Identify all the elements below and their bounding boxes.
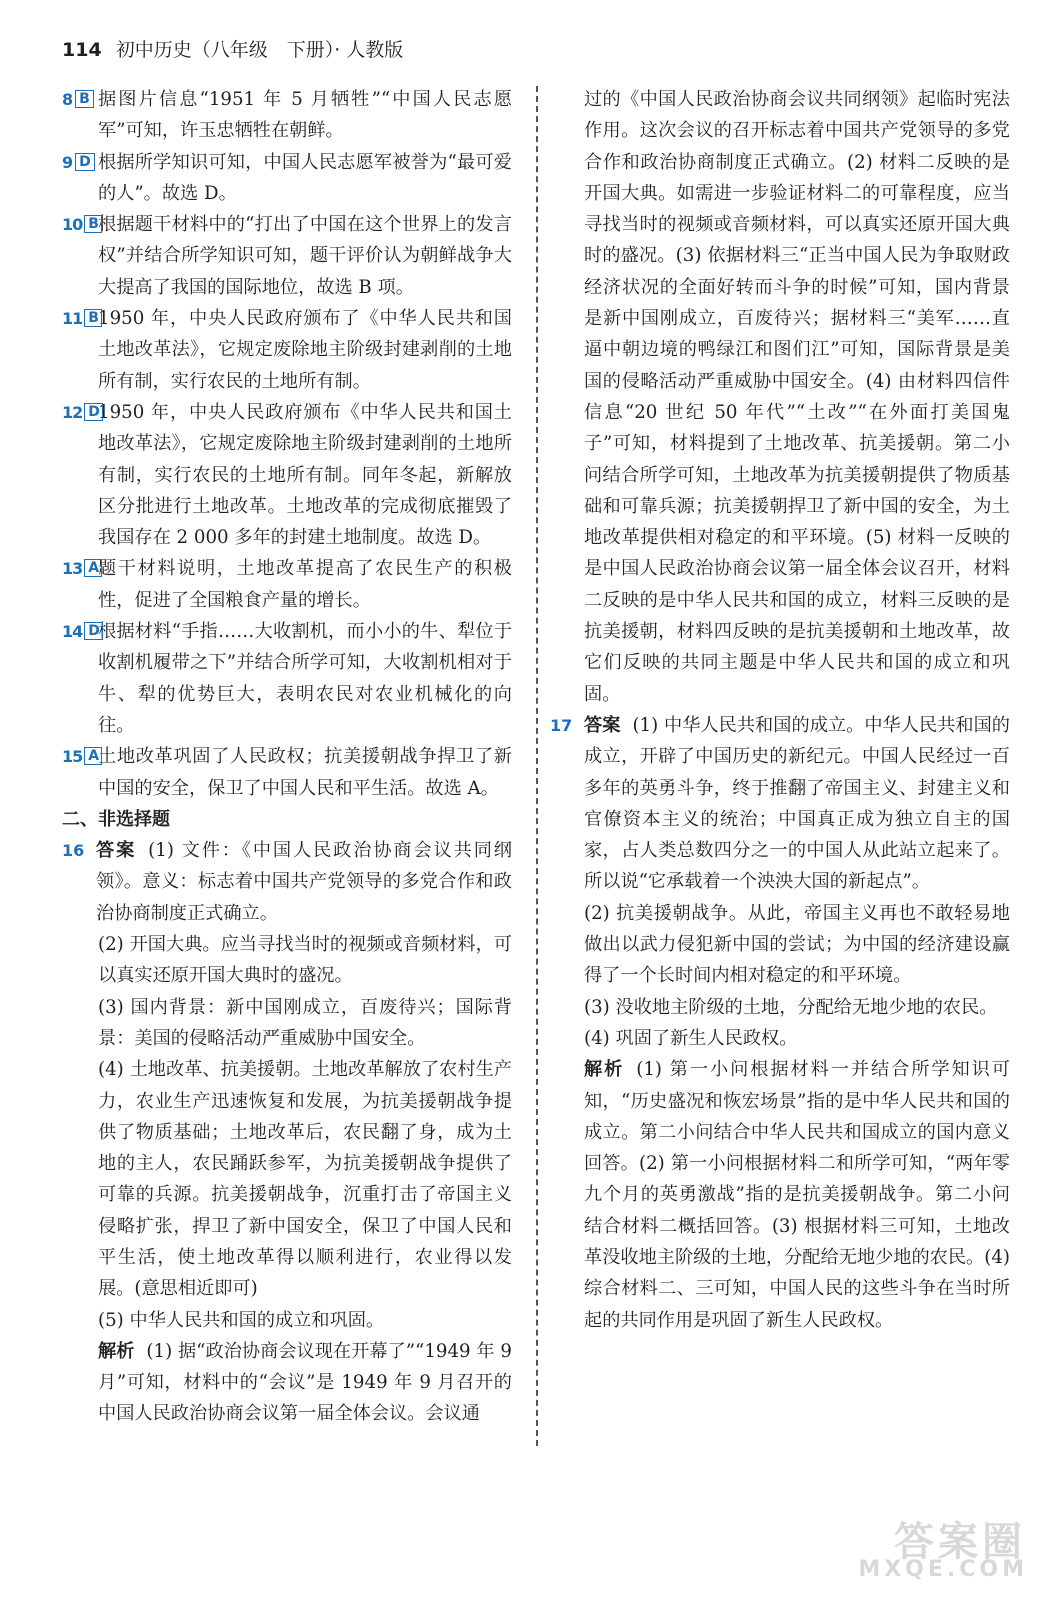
question-number: 8 <box>62 90 74 109</box>
question-14 <box>62 616 512 741</box>
answer-option: B <box>84 309 102 327</box>
answer-option: D <box>75 153 95 171</box>
question-number: 12 <box>62 402 83 422</box>
analysis-text: (1) 据“政治协商会议现在开幕了”“1949 年 9 月”可知，材料中的“会议”是 1949 年 9 月召开的中国人民政治协商会议第一届全体会议。会议通 <box>98 1340 512 1425</box>
question-16-answer <box>62 835 512 929</box>
question-8 <box>62 84 512 147</box>
question-text: 据图片信息“1951 年 5 月牺牲”“中国人民志愿军”可知，许玉忠牺牲在朝鲜。 <box>98 89 512 142</box>
question-number: 11 <box>62 309 83 329</box>
column-divider <box>536 86 538 1446</box>
question-12 <box>62 397 512 553</box>
question-17-analysis <box>584 1054 1010 1336</box>
question-15 <box>62 741 512 804</box>
question-number: 15 <box>62 747 83 767</box>
section-title: 二、非选择题 <box>62 808 170 830</box>
question-text: 1950 年，中央人民政府颁布了《中华人民共和国土地改革法》，它规定废除地主阶级封建剥削的土地所有制，实行农民的土地所有制。 <box>98 308 512 392</box>
question-number: 17 <box>550 715 573 735</box>
answer-option: A <box>84 747 102 765</box>
question-number: 10 <box>62 215 83 235</box>
answer-part: (1) 中华人民共和国的成立。中华人民共和国的成立，开辟了中国历史的新纪元。中国人民经过一百多年的英勇斗争，终于推翻了帝国主义、封建主义和官僚资本主义的统治；中国真正成为独立自主的国家，占人类总数四分之一的中国人从此站立起来了。所以说“它承载着一个泱泱大国的新起点”。 <box>584 714 1010 893</box>
answer-option: B <box>75 90 94 108</box>
watermark-logo <box>832 1510 1032 1582</box>
answer-part: (2) 抗美援朝战争。从此，帝国主义再也不敢轻易地做出以武力侵犯新中国的尝试；为中国的经济建设赢得了一个长时间内相对稳定的和平环境。 <box>584 902 1010 987</box>
answer-label: 答案 <box>584 714 621 736</box>
answer-label: 答案 <box>96 840 137 862</box>
answer-part: (4) 巩固了新生人民政权。 <box>584 1027 798 1049</box>
watermark-url: MXQE.COM <box>858 1557 1028 1582</box>
page-header <box>62 34 403 66</box>
question-13 <box>62 553 512 616</box>
question-text: 题干材料说明，土地改革提高了农民生产的积极性，促进了全国粮食产量的增长。 <box>98 558 512 611</box>
answer-part: (4) 土地改革、抗美援朝。土地改革解放了农村生产力，农业生产迅速恢复和发展，为抗美援朝战争提供了物质基础；土地改革后，农民翻了身，成为土地的主人，农民踊跃参军，为抗美援朝战争提供了可靠的兵源。抗美援朝战争，沉重打击了帝国主义侵略扩张，捍卫了新中国安全，保卫了中国人民和平生活，使土地改革得以顺利进行，农业得以发展。(意思相近即可) <box>98 1059 512 1300</box>
question-text: 根据材料“手指……大收割机，而小小的牛、犁位于收割机履带之下”并结合所学可知，大收割机相对于牛、犁的优势巨大，表明农民对农业机械化的向往。 <box>98 621 512 736</box>
answer-option: D <box>84 622 103 640</box>
answer-option: D <box>84 403 103 421</box>
answer-option: A <box>84 559 102 577</box>
question-17-answer <box>550 710 1010 898</box>
question-text: 1950 年，中央人民政府颁布《中华人民共和国土地改革法》，它规定废除地主阶级封建剥削的土地所有制，实行农民的土地所有制。同年冬起，新解放区分批进行土地改革。土地改革的完成彻底摧毁了我国存在 2 000 多年的封建土地制度。故选 D。 <box>98 401 512 549</box>
question-text: 根据题干材料中的“打出了中国在这个世界上的发言权”并结合所学知识可知，题干评价认为朝鲜战争大大提高了我国的国际地位，故选 B 项。 <box>98 214 512 298</box>
question-16-analysis-continued: 过的《中国人民政治协商会议共同纲领》起临时宪法作用。这次会议的召开标志着中国共产党领导的多党合作和政治协商制度正式确立。(2) 材料二反映的是开国大典。如需进一步验证材料二的可靠程度，应当寻找当时的视频或音频材料，可以真实还原开国大典时的盛况。(3) 依据材料三“正当中国人民为争取财政经济状况的全面好转而斗争的时候”可知，国内背景是新中国刚成立，百废待兴；据材料三“美军……直逼中朝边境的鸭绿江和图们江”可知，国际背景是美国的侵略活动严重威胁中国安全。(4) 由材料四信件信息“20 世纪 50 年代”“土改”“在外面打美国鬼子”可知，材料提到了土地改革、抗美援朝。第二小问结合所学可知，土地改革为抗美援朝提供了物质基础和可靠兵源；抗美援朝捍卫了新中国的安全，为土地改革提供相对稳定的和平环境。(5) 材料一反映的是中国人民政治协商会议第一届全体会议召开，材料二反映的是中华人民共和国的成立，材料三反映的是抗美援朝，材料四反映的是抗美援朝和土地改革，故它们反映的共同主题是中华人民共和国的成立和巩固。 <box>584 89 1010 705</box>
question-11 <box>62 303 512 397</box>
answer-part: (3) 没收地主阶级的土地，分配给无地少地的农民。 <box>584 996 998 1018</box>
question-10 <box>62 209 512 303</box>
page-number: 114 <box>62 39 102 61</box>
book-title: 初中历史（八年级 下册）· 人教版 <box>115 39 404 61</box>
answer-part: (5) 中华人民共和国的成立和巩固。 <box>98 1309 385 1331</box>
right-column <box>550 84 1010 1336</box>
answer-part: (3) 国内背景：新中国刚成立，百废待兴；国际背景：美国的侵略活动严重威胁中国安全。 <box>98 996 512 1049</box>
analysis-text: (1) 第一小问根据材料一并结合所学知识可知，“历史盛况和恢宏场景”指的是中华人民共和国的成立。第二小问结合中华人民共和国成立的国内意义回答。(2) 第一小问根据材料二和所学可知，“两年零九个月的英勇激战”指的是抗美援朝战争。第二小问结合材料二概括回答。(3) 根据材料三可知，土地改革没收地主阶级的土地，分配给无地少地的农民。(4) 综合材料二、三可知，中国人民的这些斗争在当时所起的共同作用是巩固了新生人民政权。 <box>584 1059 1010 1331</box>
left-column <box>62 84 512 1430</box>
answer-option: B <box>84 215 102 233</box>
question-number: 9 <box>62 152 74 172</box>
answer-part: (2) 开国大典。应当寻找当时的视频或音频材料，可以真实还原开国大典时的盛况。 <box>98 934 512 987</box>
question-number: 16 <box>62 841 85 861</box>
question-number: 14 <box>62 622 83 642</box>
question-number: 13 <box>62 559 83 579</box>
question-16-analysis <box>98 1336 512 1430</box>
question-text: 根据所学知识可知，中国人民志愿军被誉为“最可爱的人”。故选 D。 <box>98 151 512 204</box>
answer-part: (1) 文件：《中国人民政治协商会议共同纲领》。意义：标志着中国共产党领导的多党合作和政治协商制度正式确立。 <box>96 840 512 924</box>
question-9 <box>62 147 512 210</box>
analysis-label: 解析 <box>584 1059 625 1081</box>
watermark-text: 答案圈 <box>894 1519 1026 1565</box>
question-text: 土地改革巩固了人民政权；抗美援朝战争捍卫了新中国的安全，保卫了中国人民和平生活。故选 A。 <box>98 746 512 799</box>
analysis-label: 解析 <box>98 1340 135 1362</box>
